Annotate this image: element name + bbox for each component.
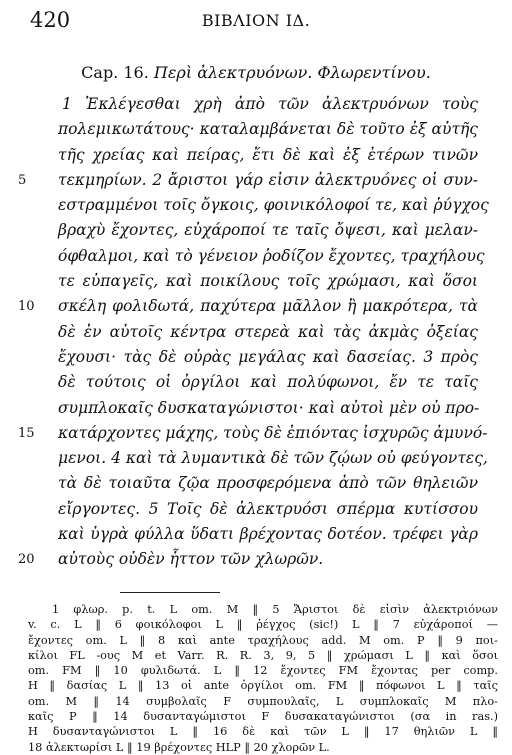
text-line (58, 218, 478, 243)
text-line (58, 345, 478, 370)
footnote-rule (120, 592, 220, 593)
text-line (58, 143, 478, 168)
apparatus-line: 1 φλωρ. p. t. L om. M ‖ 5 Ἄριστοι δὲ εἰσὶν ἀλεκτριόνων (52, 603, 498, 616)
text-line-content: μενοι. 4 καὶ τὰ λυμαντικὰ δὲ τῶν ζῴων οὐ φεύγοντες, (58, 449, 488, 468)
text-line-content: τεκμηρίων. 2 ἄριστοι γάρ εἰσιν ἀλεκτρυόνες οἱ συν- (58, 170, 478, 189)
line-number: 5 (18, 172, 27, 188)
chapter-title: Περὶ ἀλεκτρυόνων. Φλωρεντίνου. (153, 63, 431, 82)
text-line-content: δὲ ἐν αὐτοῖς κέντρα στερεὰ καὶ τὰς ἀκμὰς ὀξείας (58, 322, 478, 341)
page-number: 420 (30, 8, 71, 32)
text-line (58, 269, 478, 294)
running-head (30, 8, 482, 34)
chapter-heading (0, 63, 512, 82)
text-line-content: κατάρχοντες μάχης, τοὺς δὲ ἐπιόντας ἰσχυρῶς ἀμυνό- (58, 423, 488, 442)
text-line (58, 471, 478, 496)
text-line (58, 320, 478, 345)
apparatus-line: 18 ἀλεκτωρίσι L ‖ 19 βρέχοντες HLP ‖ 20 χλορῶν L. (28, 740, 330, 754)
text-line (58, 396, 478, 421)
text-line-content: τε εὐπαγεῖς, καὶ ποικίλους τοῖς χρώμασι, καὶ ὅσοι (58, 272, 478, 291)
text-line-content: συμπλοκαῖς δυσκαταγώνιστοι· καὶ αὐτοὶ μὲν οὐ προ- (58, 398, 480, 417)
line-number: 10 (18, 299, 35, 315)
text-line (58, 446, 488, 471)
critical-apparatus (28, 602, 498, 755)
text-line (58, 497, 478, 522)
chapter-number: Cap. 16. (81, 63, 149, 82)
apparatus-line: om. M ‖ 14 συμβολαῖς F συμπουλαῖς, L συμπλοκαῖς M πλο- (28, 694, 498, 708)
text-line (18, 294, 478, 319)
text-line-content: ἔχουσι· τὰς δὲ οὐρὰς μεγάλας καὶ δασείας. 3 πρὸς (58, 347, 478, 366)
apparatus-line: om. FM ‖ 10 φυλιδωτά. L ‖ 12 ἔχοντες FM ἔχοντας per comp. (28, 664, 498, 678)
text-line-content: όφθαλμοι, καὶ τὸ γένειον ῥοδίζον ἔχοντες, τραχήλους (58, 246, 485, 265)
text-line-content: τῆς χρείας καὶ πείρας, ἔτι δὲ καὶ ἐξ ἑτέρων τινῶν (58, 145, 478, 164)
text-line-content: καὶ ὑγρὰ φύλλα ὕδατι βρέχοντας δοτέον. τρέφει γὰρ (58, 525, 478, 544)
apparatus-line: H ‖ δασίας L ‖ 13 οἱ ante ὀργίλοι om. FM ‖ πόφωνοι L ‖ ταῖς (28, 679, 498, 693)
text-line (58, 244, 485, 269)
apparatus-line: ἔχοντες om. L ‖ 8 καὶ ante τραχήλους add. M om. P ‖ 9 ποι- (28, 633, 498, 647)
book-title: ΒΙΒΛΙΟΝ ΙΔ. (201, 11, 311, 30)
text-line (18, 547, 478, 572)
main-text (18, 92, 489, 573)
text-line (58, 522, 478, 547)
text-line (18, 421, 488, 446)
text-line (58, 117, 478, 142)
text-line-content: 1 Ἐκλέγεσθαι χρὴ ἀπὸ τῶν ἀλεκτρυόνων τοὺς (62, 95, 478, 113)
line-number: 15 (18, 425, 35, 441)
text-line-content: εστραμμένοι τοῖς ὄγκοις, φοινικόλοφοί τε, καὶ ῥύγχος (58, 196, 489, 215)
apparatus-line: H δυσανταγώνιστοι L ‖ 16 δὲ καὶ τῶν L ‖ 17 θηλιῶν L ‖ (28, 725, 498, 739)
text-line-content: σκέλη φολιδωτά, παχύτερα μᾶλλον ἢ μακρότερα, τὰ (58, 297, 478, 316)
apparatus-line: κίλοι FL -ους M et Varr. R. R. 3, 9, 5 ‖ χρώμασι L ‖ καὶ ὅσοι (28, 648, 498, 662)
text-line (58, 193, 489, 218)
apparatus-line: v. c. L ‖ 6 φοικόλοφοι L ‖ ῥέγχος (sic!) L ‖ 7 εὐχάροποί — (28, 618, 498, 632)
text-line-content: εἴργοντες. 5 Τοῖς δὲ ἀλεκτρυόσι σπέρμα κυτίσσου (58, 499, 478, 518)
line-number: 20 (18, 552, 35, 568)
text-line (18, 168, 478, 193)
text-line-content: αὐτοὺς οὐδὲν ἧττον τῶν χλωρῶν. (58, 550, 324, 569)
text-line (58, 370, 478, 395)
text-line-content: τὰ δὲ τοιαῦτα ζῷα προσφερόμενα ἀπὸ τῶν θηλειῶν (58, 474, 478, 493)
text-line-content: βραχὺ ἔχοντες, εὐχάροποί τε ταῖς ὄψεσι, καὶ μελαν- (58, 221, 478, 240)
text-line (58, 92, 478, 117)
text-line-content: πολεμικωτάτους· καταλαμβάνεται δὲ τοῦτο ἐξ αὐτῆς (58, 120, 478, 139)
text-line-content: δὲ τούτοις οἱ ὀργίλοι καὶ πολύφωνοι, ἔν τε ταῖς (58, 373, 478, 392)
apparatus-line: καῖς P ‖ 14 δυσανταγώμιστοι F δυσακαταγώνιστοι (σα in ras.) (28, 710, 498, 724)
